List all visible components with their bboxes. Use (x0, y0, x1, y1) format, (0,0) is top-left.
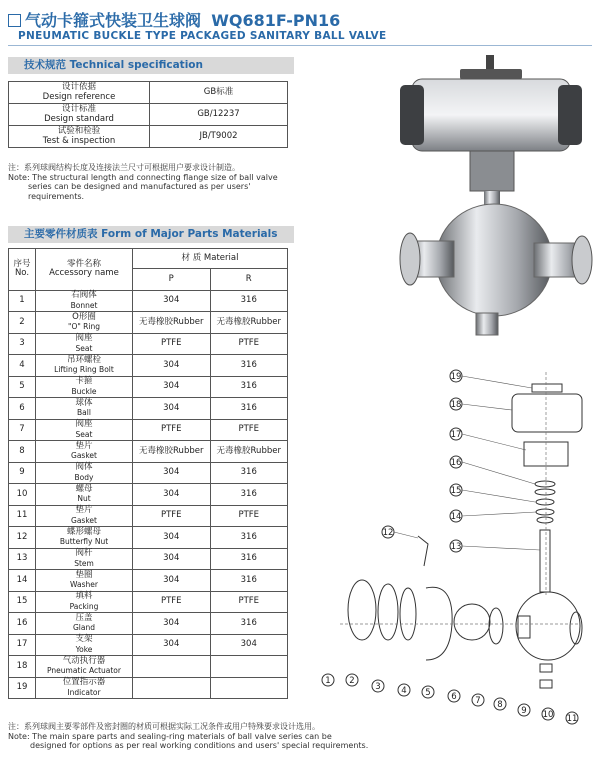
callout-16: 16 (450, 458, 462, 468)
table-row: 8 垫片 Gasket 无毒橡胶Rubber 无毒橡胶Rubber (9, 441, 288, 463)
table-row: 9 阀体 Body 304 316 (9, 462, 288, 484)
valve-photo (398, 55, 598, 347)
callout-15: 15 (450, 486, 462, 496)
table-row: 17 支架 Yoke 304 304 (9, 634, 288, 656)
table-row: 6 球体 Ball 304 316 (9, 398, 288, 420)
callout-13: 13 (450, 542, 462, 552)
model-number: WQ681F-PN16 (211, 11, 341, 30)
callout-10: 10 (542, 710, 554, 720)
table-row: 试验和检验 Test & inspection JB/T9002 (9, 126, 288, 148)
table-row: 10 螺母 Nut 304 316 (9, 484, 288, 506)
footnote: 注：系列球阀主要零部件及密封圈的材质可根据实际工况条件或用户特殊要求设计选用。 Note: The main spare parts and sealing-ring materials of ball valve series can be designed for options as per real working conditions and users' special requirements. (8, 722, 369, 750)
spec-table (8, 81, 288, 148)
table-row: 3 阀座 Seat PTFE PTFE (9, 333, 288, 355)
spec-note: 注：系列球阀结构长度及连接法兰尺寸可根据用户要求设计制造。 Note: The structural length and connecting flange size of ball valve series can be designed and manufactured as per users' requirements. (8, 163, 278, 201)
parts-body (9, 290, 288, 699)
callout-17: 17 (450, 430, 462, 440)
callout-8: 8 (497, 700, 503, 710)
table-header: 序号 No. 零件名称 Accessory name 材 质 Material (9, 249, 288, 269)
callout-4: 4 (401, 686, 407, 696)
parts-heading: 主要零件材质表 Form of Major Parts Materials (8, 226, 294, 243)
callout-2: 2 (349, 676, 355, 686)
callout-12: 12 (382, 528, 394, 538)
callout-5: 5 (425, 688, 431, 698)
table-row: 2 O形圈 "O" Ring 无毒橡胶Rubber 无毒橡胶Rubber (9, 312, 288, 334)
callout-11: 11 (566, 714, 578, 724)
callout-19: 19 (450, 372, 462, 382)
table-row: 5 卡箍 Buckle 304 316 (9, 376, 288, 398)
page-title-cn: 气动卡箍式快装卫生球阀 (25, 11, 202, 30)
table-row: 19 位置指示器 Indicator (9, 677, 288, 699)
table-row: 15 填料 Packing PTFE PTFE (9, 591, 288, 613)
callout-1: 1 (325, 676, 331, 686)
page-header (8, 8, 588, 42)
table-row: 12 蝶形螺母 Butterfly Nut 304 316 (9, 527, 288, 549)
exploded-diagram (300, 360, 598, 728)
table-row: 18 气动执行器 Pneumatic Actuator (9, 656, 288, 678)
callout-3: 3 (375, 682, 381, 692)
page-title-en: PNEUMATIC BUCKLE TYPE PACKAGED SANITARY BALL VALVE (18, 30, 387, 42)
callout-18: 18 (450, 400, 462, 410)
table-row: 4 吊环螺栓 Lifting Ring Bolt 304 316 (9, 355, 288, 377)
table-row: 11 垫片 Gasket PTFE PTFE (9, 505, 288, 527)
table-row: 7 阀座 Seat PTFE PTFE (9, 419, 288, 441)
table-header: P R (9, 269, 288, 291)
table-row: 设计标准 Design standard GB/12237 (9, 104, 288, 126)
callout-6: 6 (451, 692, 457, 702)
table-row: 1 右阀体 Bonnet 304 316 (9, 290, 288, 312)
parts-table (8, 248, 288, 699)
table-row: 14 垫圈 Washer 304 316 (9, 570, 288, 592)
table-row: 设计依据 Design reference GB标准 (9, 82, 288, 104)
table-row: 16 压盖 Gland 304 316 (9, 613, 288, 635)
checkbox-icon (8, 14, 21, 27)
table-row: 13 阀杆 Stem 304 316 (9, 548, 288, 570)
spec-heading: 技术规范 Technical specification (8, 57, 294, 74)
callout-7: 7 (475, 696, 481, 706)
callout-9: 9 (521, 706, 527, 716)
callout-14: 14 (450, 512, 462, 522)
title-divider (8, 45, 592, 46)
